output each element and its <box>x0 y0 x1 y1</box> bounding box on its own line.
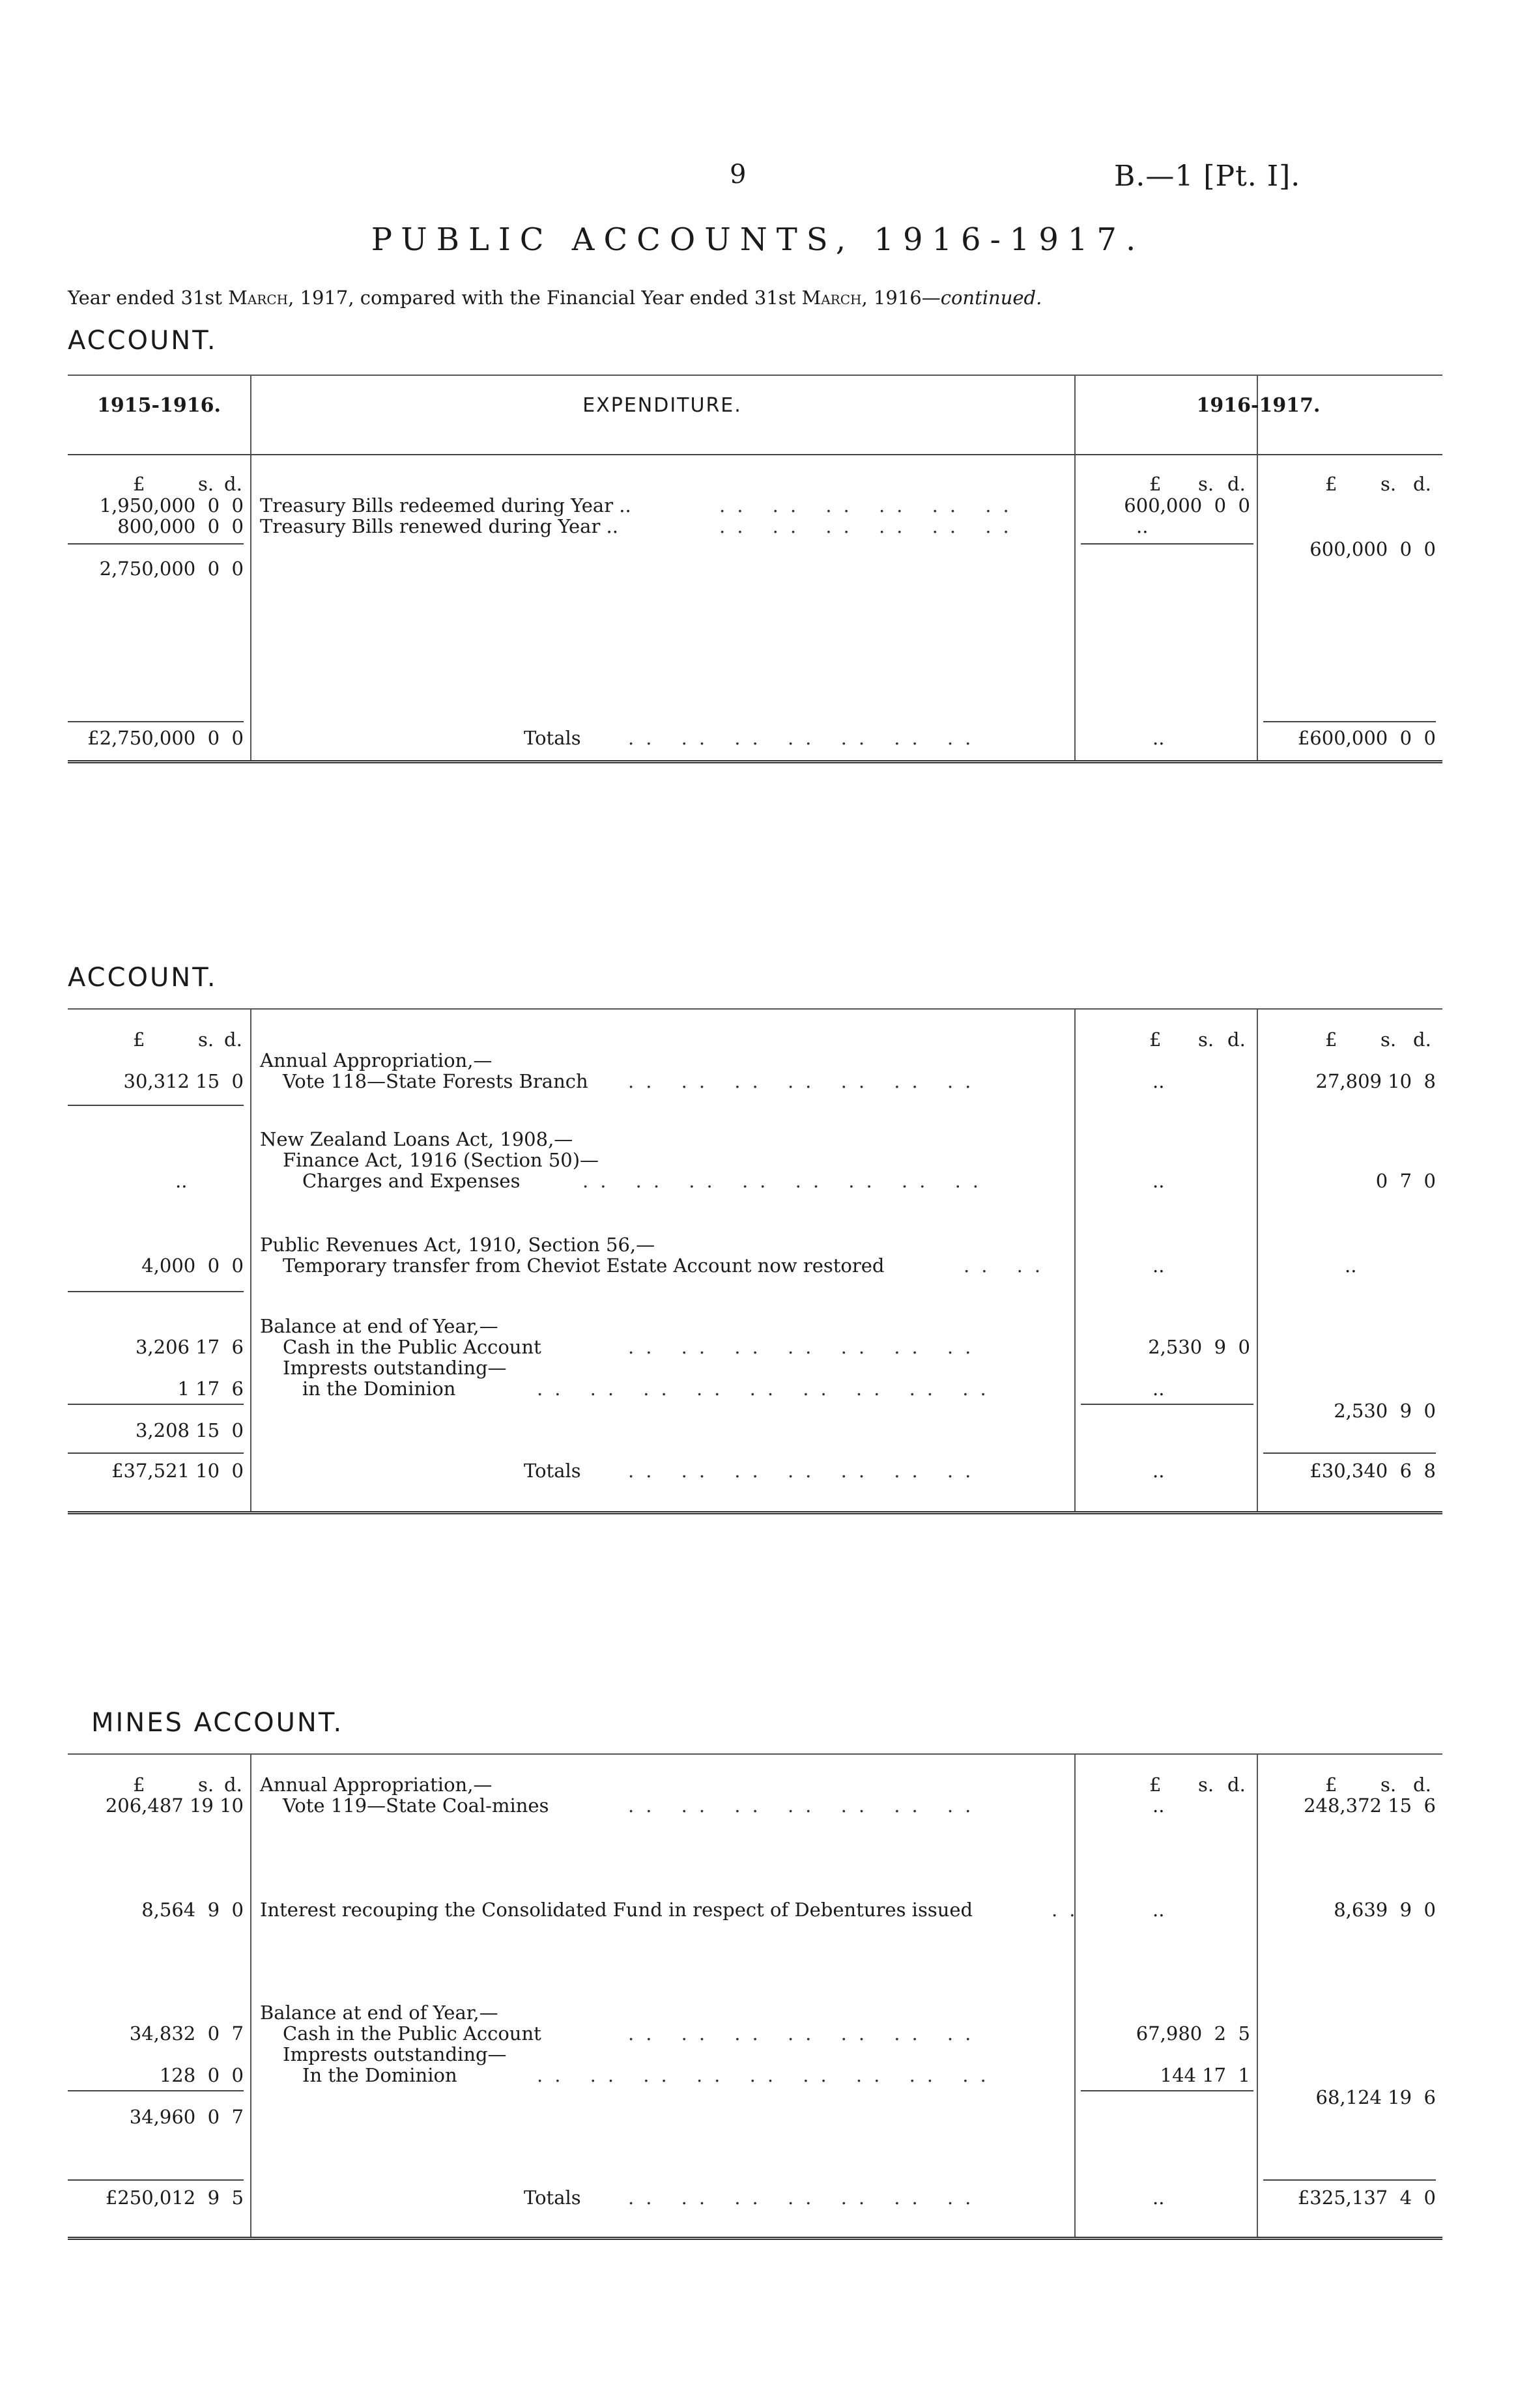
col-1915-1916: 1915-1916. <box>97 394 221 417</box>
s2-unit-pound-outer: £ <box>1325 1028 1337 1051</box>
unit-shilling-outer: s. <box>1380 473 1397 495</box>
totals-label: Totals <box>524 727 581 749</box>
col-expenditure: EXPENDITURE. <box>582 394 742 417</box>
s2-nz-outer: 0 7 0 <box>1375 1170 1436 1192</box>
section1-table <box>68 375 1442 763</box>
subtitle-continued: continued. <box>940 287 1042 309</box>
s2-unit-pence-outer: d. <box>1413 1028 1431 1051</box>
row1-inner: 600,000 0 0 <box>1124 494 1250 517</box>
s3-bal-outer: 68,124 19 6 <box>1315 2086 1436 2108</box>
s2-bal-cash-prev: 3,206 17 6 <box>135 1336 244 1358</box>
s3-bal-dom-inner: 144 17 1 <box>1160 2064 1250 2086</box>
s3-bal-cash-inner: 67,980 2 5 <box>1136 2022 1250 2045</box>
section2-table <box>68 1008 1442 1514</box>
s2-nz-sub: Finance Act, 1916 (Section 50)— <box>283 1149 599 1171</box>
s2-unit-shilling-inner: s. <box>1198 1028 1214 1051</box>
s3-unit-pound-outer: £ <box>1325 1774 1337 1796</box>
s2-nz-inner: .. <box>1152 1170 1165 1192</box>
subtitle-post: , 1916— <box>861 287 941 309</box>
s3-aa-leader: .. .. .. .. .. .. .. <box>628 1794 983 1817</box>
row1-leader: .. .. .. .. .. .. <box>719 494 1021 517</box>
s3-unit-pence-prev: d. <box>224 1774 242 1796</box>
s3-bal-cash-leader: .. .. .. .. .. .. .. <box>628 2022 983 2045</box>
page-title: PUBLIC ACCOUNTS, 1916-1917. <box>371 221 1145 258</box>
section1-title: ACCOUNT. <box>68 326 218 356</box>
row2-prev: 800,000 0 0 <box>117 515 244 537</box>
totals-outer: £600,000 0 0 <box>1297 727 1436 749</box>
s3-bal-dom-leader: .. .. .. .. .. .. .. .. .. <box>537 2064 998 2086</box>
row1-text: Treasury Bills redeemed during Year .. <box>260 494 631 517</box>
prev-subtotal: 2,750,000 0 0 <box>99 558 244 580</box>
s2-bal-dom: in the Dominion <box>302 1378 456 1400</box>
unit-pound-inner: £ <box>1149 473 1162 495</box>
unit-shilling-inner: s. <box>1198 473 1214 495</box>
s2-unit-shilling-outer: s. <box>1380 1028 1397 1051</box>
s3-bal-dom-prev: 128 0 0 <box>159 2064 244 2086</box>
unit-pence-inner: d. <box>1227 473 1246 495</box>
s2-totals-label: Totals <box>524 1460 581 1482</box>
section3-title: MINES ACCOUNT. <box>91 1708 344 1738</box>
s2-bal-outer: 2,530 9 0 <box>1334 1400 1436 1422</box>
s2-nz-prev: .. <box>175 1170 188 1192</box>
unit-pence-outer: d. <box>1413 473 1431 495</box>
document-reference: B.—1 [Pt. I]. <box>1114 160 1301 193</box>
s3-aa-head: Annual Appropriation,— <box>260 1774 493 1796</box>
subtitle-pre: Year ended 31st <box>68 287 229 309</box>
section2-title: ACCOUNT. <box>68 963 218 993</box>
s3-unit-shilling-outer: s. <box>1380 1774 1397 1796</box>
s2-totals-prev: £37,521 10 0 <box>111 1460 244 1482</box>
s3-int-inner: .. <box>1152 1899 1165 1921</box>
row2-text: Treasury Bills renewed during Year .. <box>260 515 618 537</box>
totals-prev: £2,750,000 0 0 <box>87 727 244 749</box>
subtitle-march-2: March <box>801 287 862 309</box>
s2-pr-head: Public Revenues Act, 1910, Section 56,— <box>260 1234 655 1256</box>
col-1916-1917: 1916-1917. <box>1196 394 1321 417</box>
s2-bal-dom-inner: .. <box>1152 1378 1165 1400</box>
s2-aa-prev: 30,312 15 0 <box>123 1070 244 1092</box>
subtitle-march-1: March <box>228 287 289 309</box>
s2-pr-inner: .. <box>1152 1254 1165 1277</box>
unit-shilling-prev: s. <box>198 473 214 495</box>
s2-aa-leader: .. .. .. .. .. .. .. <box>628 1070 983 1092</box>
s3-aa-text: Vote 119—State Coal-mines <box>283 1794 549 1817</box>
s2-totals-inner: .. <box>1152 1460 1165 1482</box>
s2-pr-prev: 4,000 0 0 <box>141 1254 244 1277</box>
s3-unit-pence-outer: d. <box>1413 1774 1431 1796</box>
s3-unit-pence-inner: d. <box>1227 1774 1246 1796</box>
row2-inner: .. <box>1136 515 1149 537</box>
s2-bal-head: Balance at end of Year,— <box>260 1315 498 1337</box>
s3-int-prev: 8,564 9 0 <box>141 1899 244 1921</box>
s3-totals-label: Totals <box>524 2187 581 2209</box>
section3-table <box>68 1753 1442 2240</box>
s2-aa-text: Vote 118—State Forests Branch <box>283 1070 588 1092</box>
s2-unit-shilling-prev: s. <box>198 1028 214 1051</box>
s2-bal-dom-leader: .. .. .. .. .. .. .. .. .. <box>537 1378 998 1400</box>
s2-totals-leader: .. .. .. .. .. .. .. <box>628 1460 983 1482</box>
unit-pence-prev: d. <box>224 473 242 495</box>
unit-pound-prev: £ <box>133 473 145 495</box>
s3-bal-prev-sub: 34,960 0 7 <box>129 2106 244 2128</box>
s3-int-leader: .. <box>1051 1899 1087 1921</box>
row1-prev: 1,950,000 0 0 <box>99 494 244 517</box>
s2-pr-leader: .. .. <box>964 1254 1053 1277</box>
s3-aa-inner: .. <box>1152 1794 1165 1817</box>
s2-bal-cash: Cash in the Public Account <box>283 1336 541 1358</box>
row2-leader: .. .. .. .. .. .. <box>719 515 1021 537</box>
s2-bal-cash-inner: 2,530 9 0 <box>1148 1336 1250 1358</box>
s3-bal-dom: In the Dominion <box>302 2064 457 2086</box>
s2-aa-head: Annual Appropriation,— <box>260 1049 493 1071</box>
s2-bal-cash-leader: .. .. .. .. .. .. .. <box>628 1336 983 1358</box>
s3-unit-pound-inner: £ <box>1149 1774 1162 1796</box>
s2-unit-pence-inner: d. <box>1227 1028 1246 1051</box>
s3-totals-inner: .. <box>1152 2187 1165 2209</box>
s3-totals-leader: .. .. .. .. .. .. .. <box>628 2187 983 2209</box>
s3-bal-cash-prev: 34,832 0 7 <box>129 2022 244 2045</box>
s3-totals-prev: £250,012 9 5 <box>105 2187 244 2209</box>
totals-leader: .. .. .. .. .. .. .. <box>628 727 983 749</box>
s2-bal-dom-prev: 1 17 6 <box>177 1378 244 1400</box>
s2-aa-outer: 27,809 10 8 <box>1315 1070 1436 1092</box>
s3-unit-shilling-prev: s. <box>198 1774 214 1796</box>
s3-unit-pound-prev: £ <box>133 1774 145 1796</box>
s2-nz-head: New Zealand Loans Act, 1908,— <box>260 1128 573 1150</box>
s2-unit-pound-inner: £ <box>1149 1028 1162 1051</box>
s3-bal-imp: Imprests outstanding— <box>283 2043 507 2065</box>
s2-bal-prev-sub: 3,208 15 0 <box>135 1419 244 1441</box>
page-subtitle <box>68 287 1042 309</box>
s3-totals-outer: £325,137 4 0 <box>1297 2187 1436 2209</box>
s3-aa-outer: 248,372 15 6 <box>1304 1794 1436 1817</box>
s2-unit-pence-prev: d. <box>224 1028 242 1051</box>
s3-unit-shilling-inner: s. <box>1198 1774 1214 1796</box>
s3-int-text: Interest recouping the Consolidated Fund in respect of Debentures issued <box>260 1899 973 1921</box>
unit-pound-outer: £ <box>1325 473 1337 495</box>
s2-unit-pound-prev: £ <box>133 1028 145 1051</box>
outer-subtotal: 600,000 0 0 <box>1309 538 1436 560</box>
s2-totals-outer: £30,340 6 8 <box>1309 1460 1436 1482</box>
s2-nz-text: Charges and Expenses <box>302 1170 521 1192</box>
page-number: 9 <box>730 160 747 190</box>
s2-nz-leader: .. .. .. .. .. .. .. .. <box>582 1170 991 1192</box>
s3-bal-head: Balance at end of Year,— <box>260 2002 498 2024</box>
s2-aa-inner: .. <box>1152 1070 1165 1092</box>
s3-int-outer: 8,639 9 0 <box>1334 1899 1436 1921</box>
totals-inner: .. <box>1152 727 1165 749</box>
s2-bal-imp: Imprests outstanding— <box>283 1357 507 1379</box>
s3-bal-cash: Cash in the Public Account <box>283 2022 541 2045</box>
s3-aa-prev: 206,487 19 10 <box>105 1794 244 1817</box>
subtitle-mid: , 1917, compared with the Financial Year ended 31st <box>288 287 802 309</box>
s2-pr-outer: .. <box>1345 1254 1357 1277</box>
s2-pr-text: Temporary transfer from Cheviot Estate Account now restored <box>283 1254 885 1277</box>
